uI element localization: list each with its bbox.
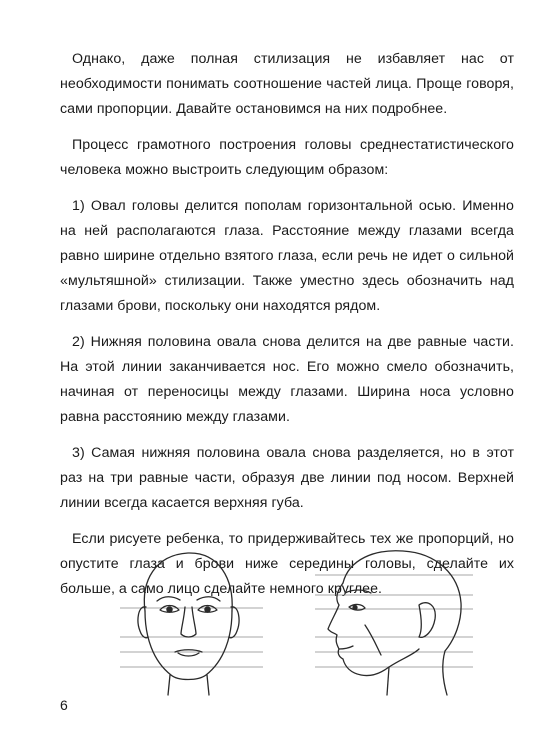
paragraph-step-1: 1) Овал головы делится пополам горизонтальной осью. Именно на ней располагаются глаза. Расстояние между глазами всегда равно ширине отдельно взятого глаза, если речь не идет о сильной «мультяшной» стилизации. Также уместно здесь обозначить над глазами брови, поскольку они находятся рядом.: [60, 198, 514, 314]
head-front-drawing: [115, 545, 265, 695]
paragraph-construction-intro: Процесс грамотного построения головы среднестатистического человека можно выстроить следующим образом:: [60, 137, 514, 178]
head-profile-drawing: [315, 545, 475, 695]
paragraph-proportions-intro: Однако, даже полная стилизация не избавляет нас от необходимости понимать соотношение частей лица. Проще говоря, сами пропорции. Давайте остановимся на них подробнее.: [60, 51, 514, 117]
paragraph-step-2: 2) Нижняя половина овала снова делится на две равные части. На этой линии заканчивается нос. Его можно смело обозначить, начиная от переносицы между глазами. Ширина носа условно равна расстоянию между глазами.: [60, 334, 514, 425]
article-text: [60, 0, 514, 602]
paragraph-child-note: Если рисуете ребенка, то придерживайтесь тех же пропорций, но опустите глаза и брови ниже середины головы, сделайте их больше, а само лицо сделайте немного круглее.: [60, 531, 514, 597]
paragraph-step-3: 3) Самая нижняя половина овала снова разделяется, но в этот раз на три равные части, образуя две линии под носом. Верхней линии всегда касается верхняя губа.: [60, 445, 514, 511]
head-proportion-illustrations: [0, 545, 555, 695]
page-number: 6: [60, 697, 68, 713]
